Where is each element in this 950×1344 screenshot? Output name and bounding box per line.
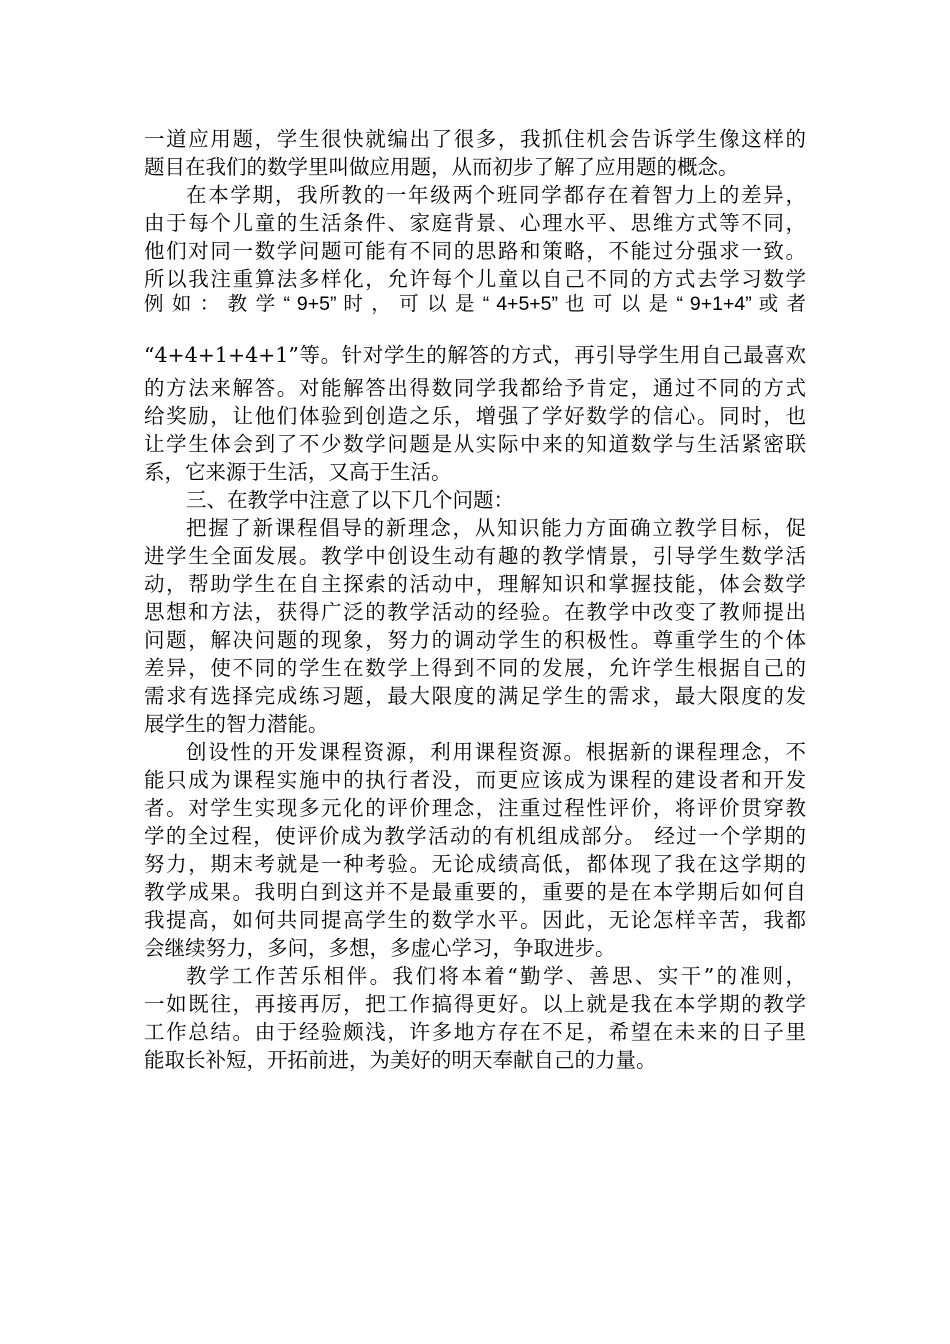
paragraph-start-line: 教学工作苦乐相伴。我们将本着“勤学、善思、实干”的准则，: [186, 964, 806, 988]
text-line: 系，它来源于生活，又高于生活。: [144, 460, 452, 484]
text-line: 能只成为课程实施中的执行者没，而更应该成为课程的建设者和开发: [144, 768, 806, 792]
text-line: 一道应用题，学生很快就编出了很多，我抓住机会告诉学生像这样的: [144, 127, 806, 151]
text-line: 能取长补短，开拓前进，为美好的明天奉献自己的力量。: [144, 1048, 657, 1072]
text-line: “4+4+1+4+1”等。针对学生的解答的方式，再引导学生用自己最喜欢: [144, 343, 806, 367]
text-line: 工作总结。由于经验颇浅，许多地方存在不足，希望在未来的日子里: [144, 1020, 806, 1044]
text-line: 他们对同一数学问题可能有不同的思路和策略，不能过分强求一致。: [144, 239, 806, 263]
text-line: 动，帮助学生在自主探索的活动中，理解知识和掌握技能，体会数学: [144, 572, 806, 596]
text-line: 所以我注重算法多样化，允许每个儿童以自己不同的方式去学习数学: [144, 267, 806, 291]
section-heading: 三、在教学中注意了以下几个问题：: [186, 488, 514, 512]
text-line: 思想和方法，获得广泛的教学活动的经验。在教学中改变了教师提出: [144, 600, 806, 624]
text-line-example: 例 如 ： 教 学 “ 9+5” 时 ， 可 以 是 “ 4+5+5” 也 可 以 是 “ 9+1+4” 或 者: [144, 293, 806, 315]
text-line: 努力，期末考就是一种考验。无论成绩高低，都体现了我在这学期的: [144, 852, 806, 876]
text-line: 让学生体会到了不少数学问题是从实际中来的知道数学与生活紧密联: [144, 432, 806, 456]
paragraph-start-line: 把握了新课程倡导的新理念，从知识能力方面确立教学目标，促: [186, 516, 806, 540]
text-line: 会继续努力，多问，多想，多虚心学习，争取进步。: [144, 936, 616, 960]
text-line: 问题，解决问题的现象，努力的调动学生的积极性。尊重学生的个体: [144, 628, 806, 652]
text-line: 展学生的智力潜能。: [144, 712, 329, 736]
paragraph-start-line: 在本学期，我所教的一年级两个班同学都存在着智力上的差异，: [186, 183, 806, 207]
text-line: 进学生全面发展。教学中创设生动有趣的教学情景，引导学生数学活: [144, 544, 806, 568]
text-line: 题目在我们的数学里叫做应用题，从而初步了解了应用题的概念。: [144, 155, 739, 179]
text-line: 差异，使不同的学生在数学上得到不同的发展，允许学生根据自己的: [144, 656, 806, 680]
paragraph-start-line: 创设性的开发课程资源，利用课程资源。根据新的课程理念，不: [186, 740, 806, 764]
text-line: 我提高，如何共同提高学生的数学水平。因此，无论怎样辛苦，我都: [144, 908, 806, 932]
text-line: 一如既往，再接再厉，把工作搞得更好。以上就是我在本学期的教学: [144, 992, 806, 1016]
text-line: 由于每个儿童的生活条件、家庭背景、心理水平、思维方式等不同，: [144, 211, 806, 235]
text-line: 给奖励，让他们体验到创造之乐，增强了学好数学的信心。同时，也: [144, 404, 806, 428]
text-line: 学的全过程，使评价成为教学活动的有机组成部分。 经过一个学期的: [144, 824, 806, 848]
text-line: 的方法来解答。对能解答出得数同学我都给予肯定，通过不同的方式: [144, 376, 806, 400]
text-line: 者。对学生实现多元化的评价理念，注重过程性评价，将评价贯穿教: [144, 796, 806, 820]
text-line: 需求有选择完成练习题，最大限度的满足学生的需求，最大限度的发: [144, 684, 806, 708]
text-line: 教学成果。我明白到这并不是最重要的，重要的是在本学期后如何自: [144, 880, 806, 904]
